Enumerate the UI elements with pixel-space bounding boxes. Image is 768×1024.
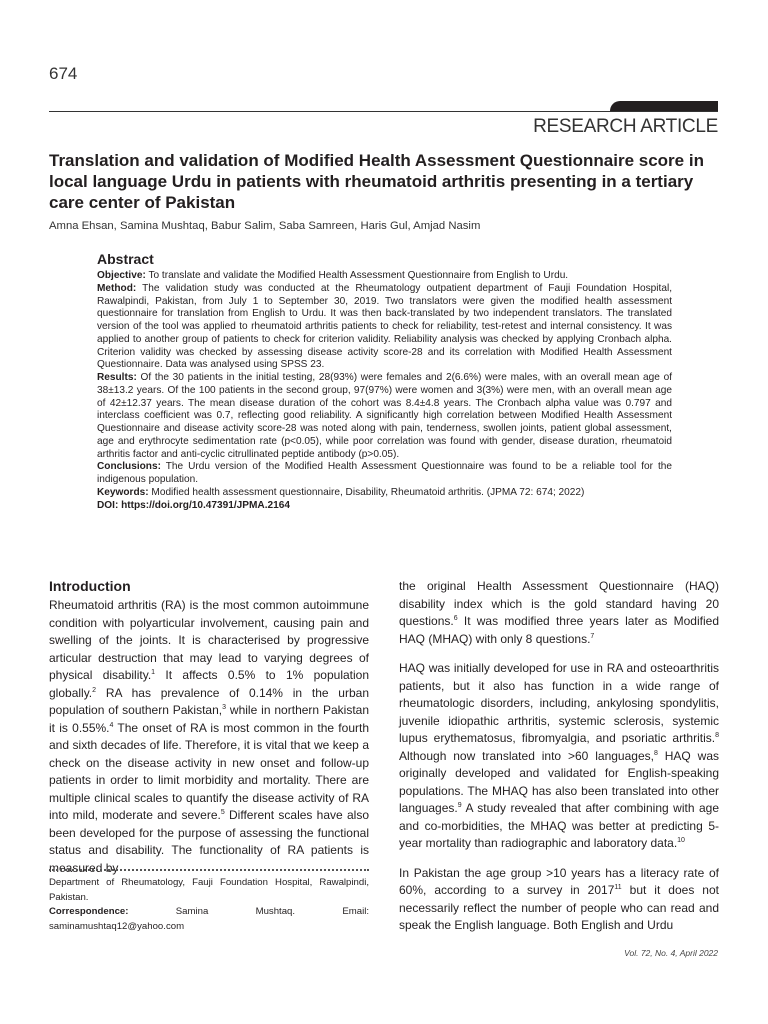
abstract <box>97 251 672 512</box>
journal-reference: Vol. 72, No. 4, April 2022 <box>624 948 718 958</box>
abstract-results <box>97 372 672 461</box>
affiliation: Department of Rheumatology, Fauji Foundation Hospital, Rawalpindi, Pakistan. <box>49 877 369 903</box>
doi-link[interactable]: DOI: https://doi.org/10.47391/JPMA.2164 <box>97 499 290 511</box>
results-text: Of the 30 patients in the initial testing, 28(93%) were females and 2(6.6%) were males, with an overall mean age of 38±13.2 years. Of the 100 patients in the second group, 97(97%) were women and 3(3%) were men, with an overall mean age of 42±12.37 years. The mean disease duration of the cohort was 8.4±4.8 years. The Cronbach alpha value was 0.797 and interclass coefficient was 0.7, reflecting good reliability. A significantly high correlation between Modified Health Assessment Questionnaire and disease activity score-28 was noted along with pain, tenderness, swollen joints, patient global assessment, age and erythrocyte sedimentation rate (p<0.05), while poor correlation was found with gender, disease duration, rheumatoid arthritis factor and anti-cyclic citrullinated peptide antibody (p>0.05). <box>97 372 672 460</box>
results-label: Results: <box>97 372 137 383</box>
keywords-label: Keywords: <box>97 486 149 498</box>
intro-paragraph-2: the original Health Assessment Questionnaire (HAQ) disability index which is the gold standard having 20 questions.$^6$ It was modified three years later as Modified HAQ (MHAQ) with only 8 questions.$^7$ <box>399 579 719 646</box>
objective-label: Objective: <box>97 270 146 281</box>
abstract-conclusions <box>97 461 672 487</box>
intro-paragraph-3: HAQ was initially developed for use in RA and osteoarthritis patients, but it also has function in a wide range of rheumatologic disorders, including, ankylosing spondylitis, juvenile idiopathic arthritis, systemic sclerosis, systemic lupus erythematosus, fibromyalgia, and psoriatic arthritis.$^8$ Although now translated into >60 languages,$^8$ HAQ was originally developed and validated for English-speaking populations. The MHAQ has also been translated into other languages.$^9$ A study revealed that after combining with age and co-morbidities, the MHAQ was better at predicting 5-year mortality than radiographic and laboratory data.$^{10}$ <box>399 661 719 850</box>
left-column <box>49 578 369 877</box>
author-list: Amna Ehsan, Samina Mushtaq, Babur Salim, Saba Samreen, Haris Gul, Amjad Nasim <box>49 220 481 232</box>
introduction-heading: Introduction <box>49 578 131 594</box>
footnote <box>49 876 369 934</box>
abstract-keywords <box>97 487 672 500</box>
abstract-method <box>97 283 672 372</box>
page-number: 674 <box>49 64 78 83</box>
abstract-heading: Abstract <box>97 251 154 267</box>
header-rule <box>49 111 718 112</box>
method-label: Method: <box>97 282 137 294</box>
correspondence-label: Correspondence: <box>49 906 129 917</box>
method-text: The validation study was conducted at the Rheumatology outpatient department of Fauji Foundation Hospital, Rawalpindi, Pakistan, from July 1 to September 30, 2019. Two translators were given the modified health assessment questionnaire for translation from English to Urdu. It was then back-translated by two independent translators. The translated version of the tool was applied to rheumatoid arthritis patients to check for reliability, test-retest and internal consistency. It was applied to another group of patients to check for criterion validity. Reliability analysis was checked by applying Cronbach alpha. Criterion validity was checked by assessing disease activity score-28 and its correlation with Modified Health Assessment Questionnaire. Data was analysed using SPSS 23. <box>97 282 672 371</box>
conclusions-text: The Urdu version of the Modified Health Assessment Questionnaire was found to be a reliable tool for the indigenous population. <box>97 461 672 485</box>
right-column <box>399 578 719 947</box>
abstract-objective <box>97 270 672 283</box>
correspondence: Samina Mushtaq. Email: saminamushtaq12@yahoo.com <box>49 906 369 932</box>
article-title: Translation and validation of Modified Health Assessment Questionnaire score in local language Urdu in patients with rheumatoid arthritis presenting in a tertiary care center of Pakistan <box>49 151 704 212</box>
footnote-separator <box>49 869 369 871</box>
section-label: RESEARCH ARTICLE <box>533 116 718 137</box>
intro-paragraph-4: In Pakistan the age group >10 years has a literacy rate of 60%, according to a survey in 2017$^{11}$ but it does not necessarily reflect the number of people who can read and speak the English language. Both English and Urdu <box>399 865 719 932</box>
intro-paragraph-1: Rheumatoid arthritis (RA) is the most common autoimmune condition with polyarticular involvement, causing pain and swelling of the joints. It is characterised by progressive articular destruction that may lead to varying degrees of physical disability.$^1$ It affects 0.5% to 1% population globally.$^2$ RA has prevalence of 0.14% in the urban population of southern Pakistan,$^3$ while in northern Pakistan it is 0.55%.$^4$ The onset of RA is most common in the fourth and sixth decades of life. Therefore, it is vital that we keep a check on the disease activity in new onset and follow-up patients in order to limit morbidity and mortality. There are multiple clinical scales to quantify the disease activity of RA into mild, moderate and severe.$^5$ Different scales have also been developed for the purpose of assessing the functional status and disability. The functionality of RA patients is measured by <box>49 598 370 875</box>
keywords-text: Modified health assessment questionnaire, Disability, Rheumatoid arthritis. (JPMA 72: 674; 2022) <box>151 486 585 498</box>
abstract-doi <box>97 500 672 513</box>
conclusions-label: Conclusions: <box>97 461 161 473</box>
objective-text: To translate and validate the Modified Health Assessment Questionnaire from English to Urdu. <box>148 270 569 281</box>
